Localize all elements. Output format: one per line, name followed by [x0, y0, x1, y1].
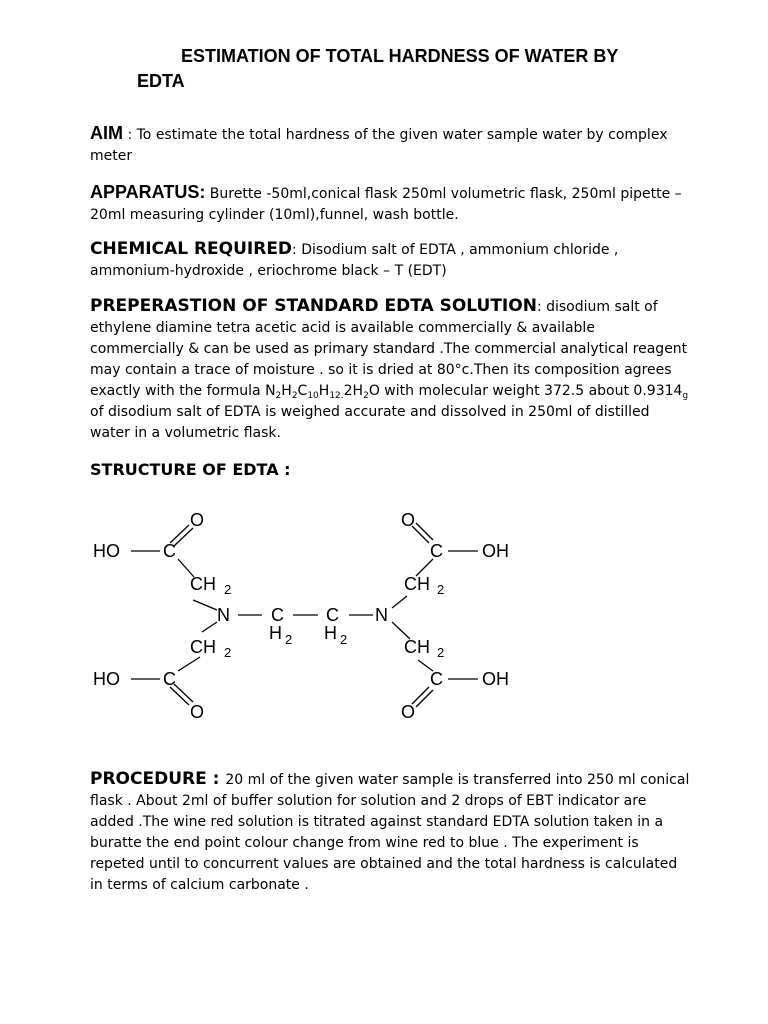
subscript-2: 2 [285, 632, 293, 647]
atom-h: H [324, 623, 337, 643]
preparation-text-3: of disodium salt of EDTA is weighed accurate and dissolved in 250ml of distilled water in a volumetric flask. [90, 404, 650, 441]
procedure-text: 20 ml of the given water sample is transferred into 250 ml conical flask . About 2ml of buffer solution for solution and 2 drops of EBT indicator are added .The wine red solution is titrated against standard EDTA solution taken in a buratte the end point colour change from wine red to blue . The experiment is repeted until to concurrent values are obtained and the total hardness is calculated in terms of calcium carbonate . [90, 772, 690, 893]
atom-h: H [269, 623, 282, 643]
atom-c: C [163, 541, 176, 561]
atom-oh: OH [482, 541, 509, 561]
subscript-2: 2 [224, 645, 232, 660]
preparation-text-1: : disodium salt of ethylene diamine tetra acetic acid is available commercially & available commercially & can be used as primary standard .The commercial analytical reagent may contain a trace of moisture . so it is dried at 80°c.Then its composition agrees exactly with the formula [90, 299, 688, 399]
structure-section [90, 459, 690, 482]
atom-n: N [217, 605, 230, 625]
chemicals-heading: CHEMICAL REQUIRED [90, 239, 293, 259]
atom-n: N [375, 605, 388, 625]
atom-oh: OH [482, 669, 509, 689]
aim-heading: AIM [90, 123, 123, 143]
atom-o: O [401, 702, 416, 722]
procedure-section [90, 769, 690, 896]
group-ch: CH [404, 574, 430, 594]
subscript-2: 2 [340, 632, 348, 647]
atom-c: C [430, 541, 443, 561]
procedure-heading: PROCEDURE [90, 769, 207, 789]
preparation-text-2: with molecular weight 372.5 about 0.9314 [379, 383, 683, 399]
title-line-2: EDTA [137, 71, 185, 91]
group-ch: CH [404, 637, 430, 657]
chemicals-text: : Disodium salt of EDTA , ammonium chloride , ammonium-hydroxide , eriochrome black – T (EDT) [90, 242, 619, 279]
subscript-2: 2 [437, 582, 445, 597]
subscript-2: 2 [224, 582, 232, 597]
atom-c: C [326, 605, 339, 625]
aim-separator: : [123, 127, 137, 143]
atom-o: O [190, 510, 205, 530]
subscript-2: 2 [437, 645, 445, 660]
preparation-heading: PREPERASTION OF STANDARD EDTA SOLUTION [90, 296, 537, 316]
apparatus-section [90, 182, 690, 226]
atom-ho: HO [93, 669, 120, 689]
preparation-section [90, 296, 690, 444]
atom-c: C [163, 669, 176, 689]
atom-o: O [190, 702, 205, 722]
atom-c: C [271, 605, 284, 625]
atom-o: O [401, 510, 416, 530]
structure-heading: STRUCTURE OF EDTA : [90, 460, 291, 479]
gram-unit: g [682, 391, 689, 401]
edta-formula: $N_2H_2C_{10}H_{12.}2H_2O$ [265, 383, 380, 401]
apparatus-heading: APPARATUS: [90, 182, 206, 202]
group-ch: CH [190, 574, 216, 594]
atom-ho: HO [93, 541, 120, 561]
chemicals-section [90, 239, 690, 282]
group-ch: CH [190, 637, 216, 657]
procedure-separator: : [206, 769, 226, 789]
atom-c: C [430, 669, 443, 689]
apparatus-text: Burette -50ml,conical flask 250ml volumetric flask, 250ml pipette – 20ml measuring cylinder (10ml),funnel, wash bottle. [90, 186, 682, 223]
title-line-1: ESTIMATION OF TOTAL HARDNESS OF WATER BY [181, 46, 619, 66]
aim-text: To estimate the total hardness of the given water sample water by complex meter [90, 127, 668, 164]
aim-section [90, 123, 690, 167]
